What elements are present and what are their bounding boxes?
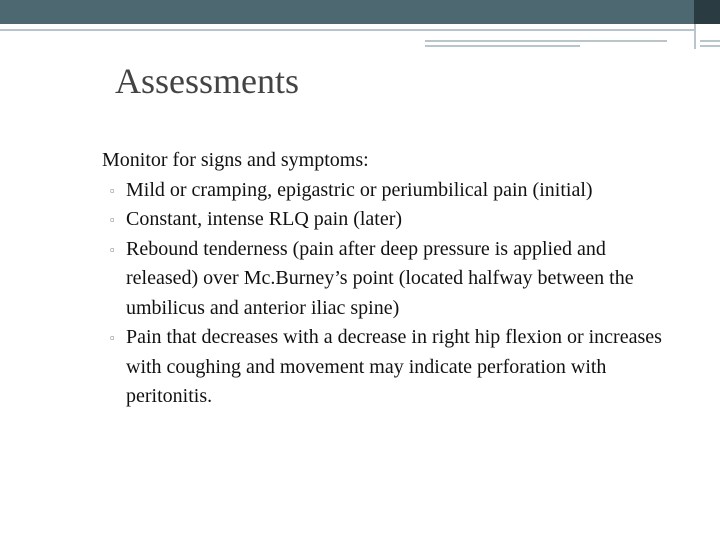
list-item — [102, 205, 662, 235]
header-bar-accent — [694, 0, 720, 24]
list-item — [102, 235, 662, 324]
slide-body — [102, 146, 662, 412]
header-rule — [0, 29, 694, 31]
header-rule-right-lower — [700, 45, 720, 47]
header-rule-vertical — [694, 24, 696, 49]
header-rule-right — [700, 40, 720, 42]
header-bar — [0, 0, 720, 24]
header-rule-short — [425, 40, 667, 42]
bullet-icon: ▫ — [110, 330, 115, 345]
list-item — [102, 323, 662, 412]
bullet-icon: ▫ — [110, 182, 115, 198]
slide-title: Assessments — [115, 61, 300, 101]
bullet-icon: ▫ — [110, 212, 115, 227]
bullet-list — [102, 176, 662, 412]
bullet-text: Pain that decreases with a decrease in right hip flexion or increases with coughing and movement may indicate perforation with peritonitis. — [126, 326, 662, 407]
list-item — [102, 176, 662, 206]
header-rule-shorter — [425, 45, 580, 47]
lead-text: Monitor for signs and symptoms: — [102, 149, 369, 171]
bullet-icon: ▫ — [110, 241, 115, 257]
bullet-text: Mild or cramping, epigastric or periumbilical pain (initial) — [126, 178, 593, 201]
bullet-text: Constant, intense RLQ pain (later) — [126, 208, 403, 230]
bullet-text: Rebound tenderness (pain after deep pressure is applied and released) over Mc.Burney’s point (located halfway between the umbilicus and anterior iliac spine) — [126, 237, 634, 319]
